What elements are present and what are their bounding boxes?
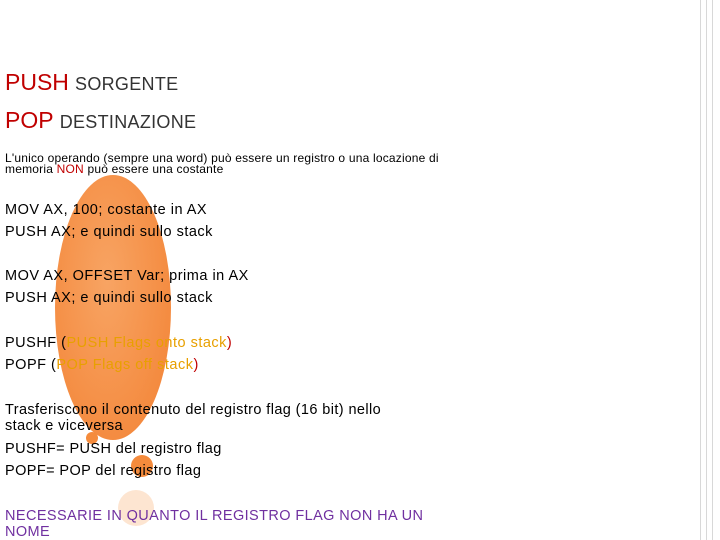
title-keyword: PUSH — [5, 69, 69, 95]
title-line-pop — [5, 108, 196, 134]
para-line: stack e viceversa — [5, 418, 124, 434]
title-rest: SORGENTE — [75, 74, 179, 94]
paren: ) — [193, 357, 199, 373]
note-text: memoria — [5, 162, 57, 176]
note-text: può essere una costante — [83, 162, 224, 176]
paren: ( — [56, 335, 67, 351]
code-line: MOV AX, OFFSET Var; prima in AX — [5, 268, 249, 284]
instr: POPF — [5, 357, 47, 373]
decorative-line — [706, 0, 707, 540]
decorative-line — [700, 0, 701, 540]
popf-line — [5, 354, 199, 376]
para-line: PUSHF= PUSH del registro flag — [5, 441, 222, 457]
title-line-push — [5, 70, 178, 96]
instr-desc: PUSH Flags onto stack — [66, 335, 227, 351]
title-keyword: POP — [5, 107, 54, 133]
code-line: PUSH AX; e quindi sullo stack — [5, 224, 213, 240]
pushf-line — [5, 332, 232, 354]
para-line: POPF= POP del registro flag — [5, 463, 202, 479]
footer-line-1: NECESSARIE IN QUANTO IL REGISTRO FLAG NON HA UN — [5, 508, 424, 524]
code-line: MOV AX, 100; costante in AX — [5, 202, 208, 218]
note-line-2 — [5, 164, 223, 175]
footer-line-2: NOME — [5, 524, 51, 540]
instr-desc: POP Flags off stack — [56, 357, 194, 373]
paren: ) — [226, 335, 233, 351]
instr: PUSHF — [5, 335, 57, 351]
note-highlight: NON — [56, 162, 84, 176]
code-line: PUSH AX; e quindi sullo stack — [5, 290, 213, 306]
decorative-line — [712, 0, 713, 540]
note-line-1: L'unico operando (sempre una word) può essere un registro o una locazione di — [5, 151, 439, 165]
para-line: Trasferiscono il contenuto del registro flag (16 bit) nello — [5, 402, 382, 418]
title-rest: DESTINAZIONE — [59, 112, 197, 132]
paren: ( — [46, 357, 57, 373]
